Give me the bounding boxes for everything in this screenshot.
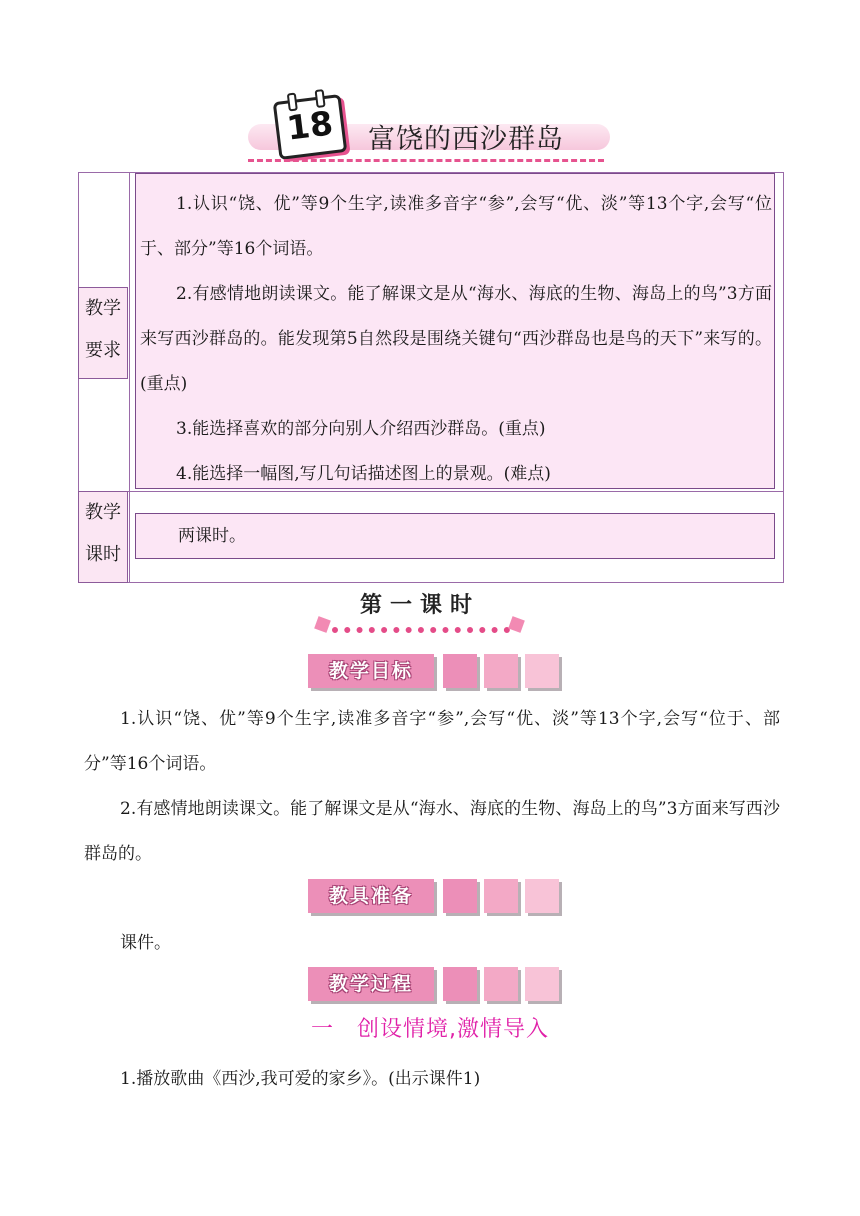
banner-square xyxy=(484,967,518,1001)
goals-banner xyxy=(308,654,554,690)
tools-banner xyxy=(308,879,554,915)
period-box: 两课时。 xyxy=(135,513,775,559)
goal-item: 1.认识“饶、优”等9个生字,读准多音字“参”,会写“优、淡”等13个字,会写“位于、部分”等16个词语。 xyxy=(84,709,780,774)
label-text: 课时 xyxy=(85,544,121,565)
banner-square xyxy=(484,654,518,688)
label-text: 教学 xyxy=(85,298,121,319)
tools-text xyxy=(84,921,780,966)
process-text xyxy=(84,1057,780,1102)
tools-item: 课件。 xyxy=(120,933,171,953)
header-divider xyxy=(248,159,604,162)
requirement-item: 4.能选择一幅图,写几句话描述图上的景观。(难点) xyxy=(176,464,551,484)
banner-square xyxy=(443,967,477,1001)
requirements-table xyxy=(78,172,784,583)
banner-square xyxy=(525,967,559,1001)
banner-square xyxy=(525,879,559,913)
step-heading: 一 创设情境,激情导入 xyxy=(311,1017,549,1042)
label-text: 要求 xyxy=(85,340,121,361)
lesson-header xyxy=(248,86,620,164)
banner-square xyxy=(525,654,559,688)
requirements-label xyxy=(78,287,128,379)
tools-heading: 教具准备 xyxy=(308,879,434,913)
label-text: 教学 xyxy=(85,502,121,523)
process-heading: 教学过程 xyxy=(308,967,434,1001)
requirement-item: 2.有感情地朗读课文。能了解课文是从“海水、海底的生物、海岛上的鸟”3方面来写西沙群岛的。能发现第5自然段是围绕关键句“西沙群岛也是鸟的天下”来写的。(重点) xyxy=(140,284,772,394)
first-lesson-text: 第一课时 xyxy=(359,593,480,618)
first-lesson-title xyxy=(312,588,528,648)
process-banner xyxy=(308,967,554,1003)
lesson-number: 18 xyxy=(284,103,335,148)
process-item: 1.播放歌曲《西沙,我可爱的家乡》。(出示课件1) xyxy=(120,1069,481,1089)
requirement-item: 1.认识“饶、优”等9个生字,读准多音字“参”,会写“优、淡”等13个字,会写“位于、部分”等16个词语。 xyxy=(140,194,772,259)
banner-square xyxy=(443,654,477,688)
calendar-icon xyxy=(273,94,348,160)
requirement-item: 3.能选择喜欢的部分向别人介绍西沙群岛。(重点) xyxy=(176,419,546,439)
banner-square xyxy=(484,879,518,913)
banner-square xyxy=(443,879,477,913)
lesson-title: 富饶的西沙群岛 xyxy=(368,124,564,155)
table-divider xyxy=(129,173,130,582)
decor-dots xyxy=(332,627,510,633)
requirements-box xyxy=(135,173,775,489)
goals-text xyxy=(84,697,780,877)
goal-item: 2.有感情地朗读课文。能了解课文是从“海水、海底的生物、海岛上的鸟”3方面来写西沙群岛的。 xyxy=(84,799,780,864)
period-label xyxy=(78,491,128,583)
goals-heading: 教学目标 xyxy=(308,654,434,688)
